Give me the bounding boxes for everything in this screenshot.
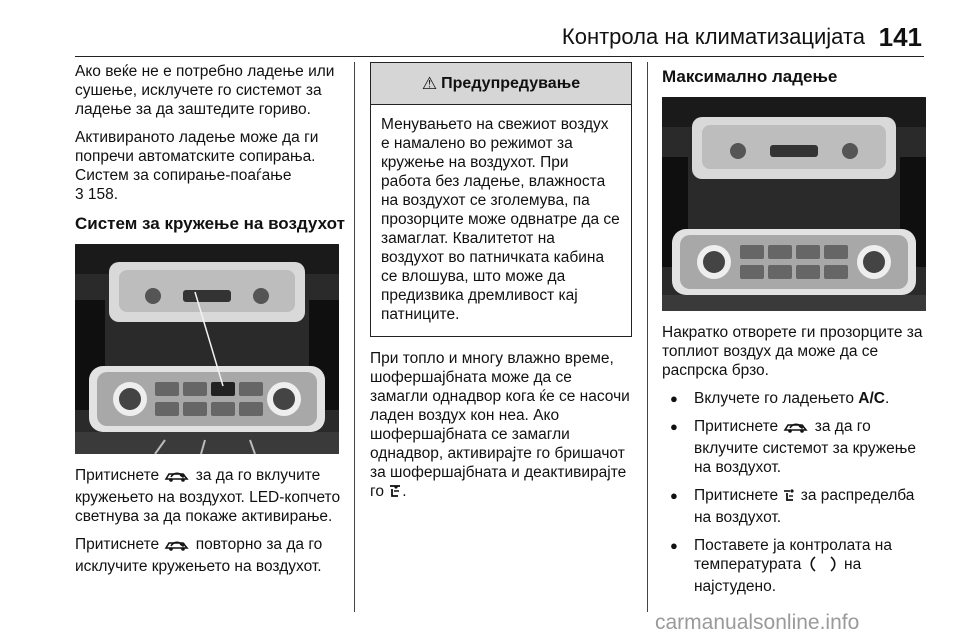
warning-header [371,63,631,105]
paragraph-recirc-off: Притиснете повторно за да го исклучите кружењето на воздухот. [75,536,323,575]
section-heading-recirculation: Систем за кружење на воздухот [75,214,345,233]
climate-panel-photo [75,244,339,454]
page-header [0,0,960,58]
column-divider [354,62,355,612]
section-heading-max-cooling: Максимално ладење [662,67,838,86]
list-item: ● Притиснете за да го вклучите системот за кружење на воздухот. [662,417,927,477]
ac-label: A/C [858,390,885,407]
paragraph-open-windows: Накратко отворете ги прозорците за топлиот воздух да може да се распрска брзо. [662,324,923,379]
paragraph-windshield-fog: При топло и многу влажно време, шофершајбната може да се замагли однадвор кога ќе се насочи ладен воздух кон неа. Ако шофершајбната се замагли однадвор, активирајте го бришачот за шофершајбната и деактивирајте го . [370,349,632,504]
column-right [662,62,927,605]
recirculation-car-icon [163,538,191,557]
temperature-knob-icon [806,556,840,577]
warning-title: Предупредување [441,75,581,92]
page-number: 141 [878,22,922,52]
list-item: ● Притиснете за распределба на воздухот. [662,486,927,527]
paragraph-stop-start: Активираното ладење може да ги попречи автоматските сопирања. Систем за сопирање-поаѓање 3 158. [75,129,319,203]
column-middle [370,62,632,513]
climate-panel-photo [662,97,926,311]
recirculation-car-icon [782,420,810,439]
page-title: Контрола на климатизацијата [561,24,865,49]
warning-text: Менувањето на свежиот воздух е намалено во режимот за кружење на воздухот. При работа без ладење, влажноста на воздухот се зголемува, па прозорците може одвнатре да се замаглат. Квалитетот на воздухот во патничката кабина се влошува, што може да предизвика дремливост кај патниците. [381,116,620,323]
header-divider [75,56,924,57]
windshield-blower-icon [388,484,402,504]
paragraph-recirc-on: Притиснете за да го вклучите кружењето на воздухот. LED-копчето светнува за да покаже активирање. [75,467,341,525]
warning-box [370,62,632,337]
max-cooling-steps [662,389,927,596]
recirculation-car-icon [163,469,191,488]
list-item: ● Поставете ја контролата на температурата на најстудено. [662,536,927,596]
warning-triangle-icon: ⚠ [421,74,438,93]
column-left [75,62,345,585]
climate-panel-illustration [662,97,926,311]
page-reference: 3 158. [75,186,119,203]
watermark: carmanualsonline.info [655,611,860,634]
column-divider [647,62,648,612]
list-item: ● Вклучете го ладењето A/C. [662,389,927,408]
climate-panel-illustration [75,244,339,454]
air-distribution-seat-icon [782,488,796,508]
paragraph-cooling-off: Ако веќе не е потребно ладење или сушење, исклучете го системот за ладење за да заштедите гориво. [75,63,335,118]
